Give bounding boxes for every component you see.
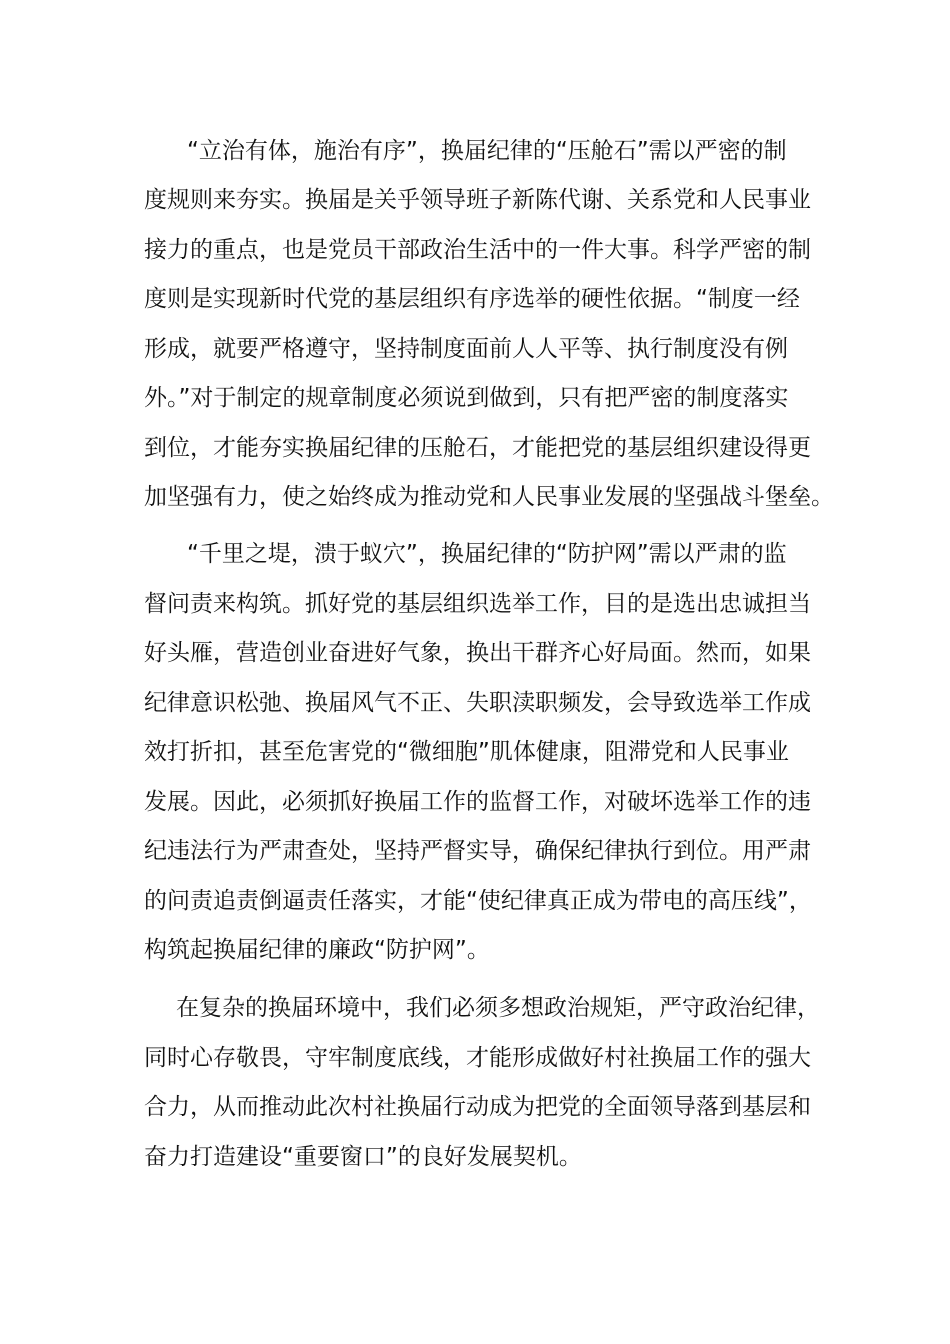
paragraph-line: 纪违法行为严肃查处，坚持严督实导，确保纪律执行到位。用严肃 (144, 838, 811, 864)
paragraph-line: “千里之堤，溃于蚁穴”，换届纪律的“防护网”需以严肃的监 (187, 541, 787, 567)
paragraph-line: 督问责来构筑。抓好党的基层组织选举工作，目的是选出忠诚担当 (144, 591, 811, 617)
paragraph-line: 合力，从而推动此次村社换届行动成为把党的全面领导落到基层和 (144, 1094, 811, 1120)
paragraph-line: 在复杂的换届环境中，我们必须多想政治规矩，严守政治纪律， (176, 995, 820, 1021)
paragraph-line: 外。”对于制定的规章制度必须说到做到，只有把严密的制度落实 (144, 385, 789, 411)
paragraph-line: 同时心存敬畏，守牢制度底线，才能形成做好村社换届工作的强大 (144, 1045, 811, 1071)
paragraph-line: 接力的重点，也是党员干部政治生活中的一件大事。科学严密的制 (144, 237, 811, 263)
paragraph-line: 的问责追责倒逼责任落实，才能“使纪律真正成为带电的高压线”， (144, 888, 812, 914)
paragraph-line: 加坚强有力，使之始终成为推动党和人民事业发展的坚强战斗堡垒。 (144, 484, 834, 510)
paragraph-line: 发展。因此，必须抓好换届工作的监督工作，对破坏选举工作的违 (144, 789, 811, 815)
paragraph-line: 好头雁，营造创业奋进好气象，换出干群齐心好局面。然而，如果 (144, 640, 811, 666)
paragraph-line: 度规则来夯实。换届是关乎领导班子新陈代谢、关系党和人民事业 (144, 187, 811, 213)
paragraph-line: “立治有体，施治有序”，换届纪律的“压舱石”需以严密的制 (187, 138, 787, 164)
paragraph-line: 奋力打造建设“重要窗口”的良好发展契机。 (144, 1144, 582, 1170)
paragraph-line: 纪律意识松弛、换届风气不正、失职渎职频发，会导致选举工作成 (144, 690, 811, 716)
paragraph-line: 构筑起换届纪律的廉政“防护网”。 (144, 937, 490, 963)
paragraph-line: 形成，就要严格遵守，坚持制度面前人人平等、执行制度没有例 (144, 336, 788, 362)
paragraph-line: 到位，才能夯实换届纪律的压舱石，才能把党的基层组织建设得更 (144, 435, 811, 461)
paragraph-line: 度则是实现新时代党的基层组织有序选举的硬性依据。“制度一经 (144, 286, 800, 312)
paragraph-line: 效打折扣，甚至危害党的“微细胞”肌体健康，阻滞党和人民事业 (144, 739, 789, 765)
